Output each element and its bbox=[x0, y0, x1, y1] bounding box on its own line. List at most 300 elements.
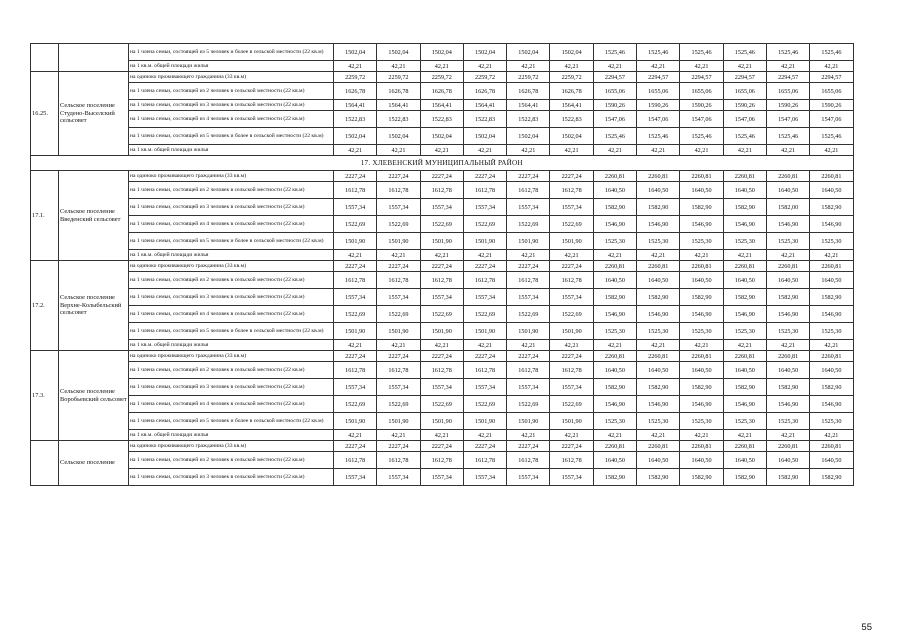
value-cell: 42,21 bbox=[334, 250, 377, 261]
table-row bbox=[31, 362, 854, 379]
value-cell: 1522,69 bbox=[334, 396, 377, 413]
value-cell: 2227,24 bbox=[550, 261, 593, 272]
row-description: на 1 члена семьи, состоящей из 3 человек в сельской местности (22 кв.м) bbox=[129, 199, 334, 216]
row-number-cell: 17.1. bbox=[31, 171, 59, 261]
table-row bbox=[31, 379, 854, 396]
table-row bbox=[31, 452, 854, 469]
row-description: на 1 члена семьи, состоящей из 5 человек и более в сельской местности (22 кв.м) bbox=[129, 413, 334, 430]
value-cell: 42,21 bbox=[593, 61, 636, 72]
table-row bbox=[31, 261, 854, 272]
value-cell: 1547,06 bbox=[680, 111, 723, 128]
value-cell: 1640,50 bbox=[723, 452, 766, 469]
value-cell: 2227,24 bbox=[420, 261, 463, 272]
value-cell: 1582,90 bbox=[680, 199, 723, 216]
value-cell: 1501,90 bbox=[463, 413, 506, 430]
value-cell: 42,21 bbox=[723, 145, 766, 156]
value-cell: 2227,24 bbox=[377, 171, 420, 182]
value-cell: 1612,78 bbox=[550, 362, 593, 379]
value-cell: 1557,34 bbox=[377, 289, 420, 306]
value-cell: 1522,83 bbox=[334, 111, 377, 128]
value-cell: 42,21 bbox=[420, 430, 463, 441]
value-cell: 1557,34 bbox=[334, 199, 377, 216]
row-description: на 1 члена семьи, состоящей из 5 человек и более в сельской местности (22 кв.м) bbox=[129, 44, 334, 61]
row-description: на одиноко проживающего гражданина (33 кв.м) bbox=[129, 441, 334, 452]
value-cell: 1525,30 bbox=[680, 323, 723, 340]
value-cell: 1547,06 bbox=[593, 111, 636, 128]
value-cell: 1582,90 bbox=[680, 469, 723, 486]
value-cell: 1525,30 bbox=[637, 233, 680, 250]
value-cell: 1582,90 bbox=[723, 289, 766, 306]
value-cell: 1582,90 bbox=[637, 469, 680, 486]
value-cell: 1626,78 bbox=[420, 83, 463, 100]
value-cell: 1525,46 bbox=[810, 128, 853, 145]
value-cell: 42,21 bbox=[507, 250, 550, 261]
value-cell: 1522,69 bbox=[507, 306, 550, 323]
value-cell: 1612,78 bbox=[550, 182, 593, 199]
value-cell: 42,21 bbox=[680, 145, 723, 156]
row-description: на 1 члена семьи, состоящей из 3 человек в сельской местности (22 кв.м) bbox=[129, 469, 334, 486]
value-cell: 1501,90 bbox=[463, 233, 506, 250]
value-cell: 1525,46 bbox=[680, 44, 723, 61]
value-cell: 1501,90 bbox=[377, 413, 420, 430]
value-cell: 1522,69 bbox=[377, 306, 420, 323]
row-description: на 1 члена семьи, состоящей из 5 человек и более в сельской местности (22 кв.м) bbox=[129, 323, 334, 340]
value-cell: 1582,90 bbox=[766, 379, 809, 396]
value-cell: 2227,24 bbox=[463, 351, 506, 362]
value-cell: 42,21 bbox=[550, 250, 593, 261]
value-cell: 1640,50 bbox=[637, 452, 680, 469]
value-cell: 2227,24 bbox=[507, 441, 550, 452]
value-cell: 1612,78 bbox=[334, 272, 377, 289]
settlement-name-cell: Сельское поселение Воробьевский сельсовет bbox=[59, 351, 129, 441]
value-cell: 1557,34 bbox=[334, 379, 377, 396]
value-cell: 1557,34 bbox=[463, 199, 506, 216]
value-cell: 1547,06 bbox=[766, 111, 809, 128]
value-cell: 1522,69 bbox=[334, 216, 377, 233]
value-cell: 2294,57 bbox=[637, 72, 680, 83]
row-number-cell bbox=[31, 441, 59, 486]
value-cell: 1640,50 bbox=[723, 272, 766, 289]
value-cell: 2227,24 bbox=[334, 351, 377, 362]
section-title: 17. ХЛЕВЕНСКИЙ МУНИЦИПАЛЬНЫЙ РАЙОН bbox=[31, 156, 854, 171]
table-row bbox=[31, 340, 854, 351]
value-cell: 42,21 bbox=[463, 340, 506, 351]
value-cell: 1525,30 bbox=[766, 413, 809, 430]
value-cell: 1525,30 bbox=[593, 323, 636, 340]
value-cell: 1612,78 bbox=[334, 182, 377, 199]
value-cell: 1522,69 bbox=[507, 396, 550, 413]
value-cell: 2227,24 bbox=[550, 171, 593, 182]
value-cell: 1612,78 bbox=[550, 452, 593, 469]
value-cell: 1640,50 bbox=[637, 362, 680, 379]
value-cell: 1546,90 bbox=[723, 216, 766, 233]
row-description: на 1 члена семьи, состоящей из 3 человек в сельской местности (22 кв.м) bbox=[129, 379, 334, 396]
value-cell: 1525,46 bbox=[593, 128, 636, 145]
value-cell: 42,21 bbox=[334, 145, 377, 156]
value-cell: 2294,57 bbox=[593, 72, 636, 83]
value-cell: 1612,78 bbox=[463, 272, 506, 289]
value-cell: 1582,90 bbox=[593, 199, 636, 216]
value-cell: 1522,83 bbox=[550, 111, 593, 128]
value-cell: 42,21 bbox=[810, 250, 853, 261]
value-cell: 2260,81 bbox=[680, 261, 723, 272]
value-cell: 42,21 bbox=[377, 340, 420, 351]
value-cell: 1612,78 bbox=[420, 272, 463, 289]
value-cell: 1525,46 bbox=[637, 44, 680, 61]
value-cell: 1501,90 bbox=[507, 233, 550, 250]
value-cell: 1590,26 bbox=[680, 100, 723, 111]
value-cell: 2260,81 bbox=[810, 171, 853, 182]
value-cell: 1525,46 bbox=[810, 44, 853, 61]
value-cell: 42,21 bbox=[723, 340, 766, 351]
value-cell: 42,21 bbox=[377, 61, 420, 72]
value-cell: 1522,83 bbox=[463, 111, 506, 128]
value-cell: 1502,04 bbox=[334, 128, 377, 145]
value-cell: 1557,34 bbox=[463, 289, 506, 306]
value-cell: 1557,34 bbox=[377, 469, 420, 486]
value-cell: 2227,24 bbox=[377, 351, 420, 362]
value-cell: 1502,04 bbox=[420, 128, 463, 145]
value-cell: 1640,50 bbox=[593, 362, 636, 379]
value-cell: 2259,72 bbox=[507, 72, 550, 83]
value-cell: 2294,57 bbox=[723, 72, 766, 83]
value-cell: 1582,90 bbox=[637, 289, 680, 306]
value-cell: 2260,81 bbox=[680, 171, 723, 182]
settlement-name-cell bbox=[59, 44, 129, 72]
value-cell: 1564,41 bbox=[420, 100, 463, 111]
value-cell: 2259,72 bbox=[550, 72, 593, 83]
value-cell: 1501,90 bbox=[377, 233, 420, 250]
value-cell: 1525,30 bbox=[810, 233, 853, 250]
value-cell: 1640,50 bbox=[810, 452, 853, 469]
value-cell: 1525,46 bbox=[766, 44, 809, 61]
value-cell: 1546,90 bbox=[593, 306, 636, 323]
table-row bbox=[31, 199, 854, 216]
value-cell: 1582,90 bbox=[810, 379, 853, 396]
value-cell: 42,21 bbox=[637, 340, 680, 351]
value-cell: 2260,81 bbox=[723, 171, 766, 182]
value-cell: 1522,69 bbox=[507, 216, 550, 233]
value-cell: 1525,30 bbox=[766, 323, 809, 340]
value-cell: 1525,30 bbox=[723, 323, 766, 340]
value-cell: 1612,78 bbox=[420, 452, 463, 469]
value-cell: 1522,69 bbox=[463, 396, 506, 413]
row-description: на 1 члена семьи, состоящей из 4 человек в сельской местности (22 кв.м) bbox=[129, 306, 334, 323]
value-cell: 1640,50 bbox=[810, 272, 853, 289]
value-cell: 1582,90 bbox=[810, 199, 853, 216]
table-row bbox=[31, 182, 854, 199]
value-cell: 1626,78 bbox=[507, 83, 550, 100]
row-description: на 1 члена семьи, состоящей из 4 человек в сельской местности (22 кв.м) bbox=[129, 111, 334, 128]
value-cell: 1655,06 bbox=[593, 83, 636, 100]
value-cell: 1655,06 bbox=[680, 83, 723, 100]
value-cell: 1522,69 bbox=[463, 306, 506, 323]
value-cell: 1547,06 bbox=[637, 111, 680, 128]
value-cell: 2259,72 bbox=[463, 72, 506, 83]
value-cell: 1546,90 bbox=[637, 306, 680, 323]
value-cell: 1612,78 bbox=[334, 362, 377, 379]
table-row bbox=[31, 216, 854, 233]
value-cell: 42,21 bbox=[463, 430, 506, 441]
value-cell: 1522,69 bbox=[420, 216, 463, 233]
value-cell: 1557,34 bbox=[550, 199, 593, 216]
settlement-name-cell: Сельское поселение bbox=[59, 441, 129, 486]
value-cell: 1525,46 bbox=[766, 128, 809, 145]
value-cell: 1546,90 bbox=[723, 396, 766, 413]
value-cell: 1640,50 bbox=[593, 452, 636, 469]
value-cell: 1557,34 bbox=[550, 469, 593, 486]
value-cell: 42,21 bbox=[463, 61, 506, 72]
row-description: на 1 члена семьи, состоящей из 4 человек в сельской местности (22 кв.м) bbox=[129, 396, 334, 413]
value-cell: 2294,57 bbox=[766, 72, 809, 83]
row-description: на 1 члена семьи, состоящей из 3 человек в сельской местности (22 кв.м) bbox=[129, 289, 334, 306]
value-cell: 42,21 bbox=[680, 250, 723, 261]
value-cell: 1582,90 bbox=[766, 289, 809, 306]
settlement-name-cell: Сельское поселение Студено-Выселский сельсовет bbox=[59, 72, 129, 156]
value-cell: 42,21 bbox=[550, 145, 593, 156]
value-cell: 42,21 bbox=[680, 340, 723, 351]
value-cell: 1655,06 bbox=[723, 83, 766, 100]
value-cell: 2260,81 bbox=[810, 261, 853, 272]
value-cell: 1502,04 bbox=[507, 44, 550, 61]
value-cell: 1546,90 bbox=[680, 216, 723, 233]
value-cell: 1525,46 bbox=[723, 44, 766, 61]
value-cell: 2260,81 bbox=[593, 171, 636, 182]
table-row bbox=[31, 396, 854, 413]
value-cell: 42,21 bbox=[420, 340, 463, 351]
value-cell: 2260,81 bbox=[723, 441, 766, 452]
value-cell: 1557,34 bbox=[420, 199, 463, 216]
row-description: на 1 члена семьи, состоящей из 2 человек в сельской местности (22 кв.м) bbox=[129, 272, 334, 289]
value-cell: 1546,90 bbox=[637, 216, 680, 233]
value-cell: 1655,06 bbox=[810, 83, 853, 100]
value-cell: 1612,78 bbox=[377, 182, 420, 199]
value-cell: 1522,83 bbox=[377, 111, 420, 128]
value-cell: 1640,50 bbox=[810, 182, 853, 199]
value-cell: 1590,26 bbox=[766, 100, 809, 111]
value-cell: 1640,50 bbox=[766, 182, 809, 199]
value-cell: 1501,90 bbox=[420, 233, 463, 250]
value-cell: 1557,34 bbox=[334, 469, 377, 486]
value-cell: 1525,30 bbox=[766, 233, 809, 250]
value-cell: 1501,90 bbox=[420, 323, 463, 340]
table-row bbox=[31, 128, 854, 145]
table-row bbox=[31, 430, 854, 441]
value-cell: 1640,50 bbox=[810, 362, 853, 379]
value-cell: 1612,78 bbox=[377, 272, 420, 289]
value-cell: 42,21 bbox=[507, 340, 550, 351]
table-row bbox=[31, 72, 854, 83]
value-cell: 1546,90 bbox=[723, 306, 766, 323]
value-cell: 1525,30 bbox=[637, 323, 680, 340]
value-cell: 1612,78 bbox=[507, 362, 550, 379]
value-cell: 1547,06 bbox=[810, 111, 853, 128]
value-cell: 1501,90 bbox=[334, 233, 377, 250]
value-cell: 42,21 bbox=[810, 340, 853, 351]
value-cell: 42,21 bbox=[680, 61, 723, 72]
row-description: на 1 члена семьи, состоящей из 2 человек в сельской местности (22 кв.м) bbox=[129, 362, 334, 379]
value-cell: 1501,90 bbox=[420, 413, 463, 430]
row-description: на 1 члена семьи, состоящей из 2 человек в сельской местности (22 кв.м) bbox=[129, 83, 334, 100]
value-cell: 42,21 bbox=[593, 340, 636, 351]
value-cell: 42,21 bbox=[810, 145, 853, 156]
row-description: на 1 кв.м. общей площади жилья bbox=[129, 61, 334, 72]
value-cell: 42,21 bbox=[377, 430, 420, 441]
value-cell: 1557,34 bbox=[550, 379, 593, 396]
value-cell: 1640,50 bbox=[680, 362, 723, 379]
value-cell: 1522,69 bbox=[550, 216, 593, 233]
row-description: на 1 члена семьи, состоящей из 5 человек и более в сельской местности (22 кв.м) bbox=[129, 233, 334, 250]
value-cell: 1525,30 bbox=[593, 413, 636, 430]
value-cell: 2260,81 bbox=[593, 261, 636, 272]
value-cell: 2227,24 bbox=[377, 261, 420, 272]
table-row bbox=[31, 83, 854, 100]
value-cell: 1502,04 bbox=[550, 44, 593, 61]
value-cell: 42,21 bbox=[723, 250, 766, 261]
table-row bbox=[31, 250, 854, 261]
value-cell: 1525,30 bbox=[810, 413, 853, 430]
value-cell: 1590,26 bbox=[593, 100, 636, 111]
value-cell: 1501,90 bbox=[334, 413, 377, 430]
value-cell: 42,21 bbox=[637, 61, 680, 72]
value-cell: 1612,78 bbox=[377, 452, 420, 469]
value-cell: 1582,90 bbox=[810, 289, 853, 306]
value-cell: 2227,24 bbox=[420, 171, 463, 182]
value-cell: 1582,90 bbox=[680, 289, 723, 306]
value-cell: 2259,72 bbox=[377, 72, 420, 83]
value-cell: 42,21 bbox=[463, 145, 506, 156]
row-description: на 1 члена семьи, состоящей из 2 человек в сельской местности (22 кв.м) bbox=[129, 452, 334, 469]
housing-cost-table bbox=[30, 43, 854, 486]
value-cell: 1546,90 bbox=[766, 306, 809, 323]
value-cell: 1655,06 bbox=[637, 83, 680, 100]
value-cell: 1640,50 bbox=[766, 272, 809, 289]
value-cell: 1522,69 bbox=[420, 306, 463, 323]
value-cell: 1522,69 bbox=[550, 396, 593, 413]
row-description: на 1 члена семьи, состоящей из 4 человек в сельской местности (22 кв.м) bbox=[129, 216, 334, 233]
value-cell: 42,21 bbox=[507, 430, 550, 441]
value-cell: 1546,90 bbox=[680, 396, 723, 413]
value-cell: 2260,81 bbox=[810, 351, 853, 362]
row-number-cell: 17.3. bbox=[31, 351, 59, 441]
value-cell: 1502,04 bbox=[377, 128, 420, 145]
value-cell: 1546,90 bbox=[593, 216, 636, 233]
value-cell: 42,21 bbox=[507, 61, 550, 72]
value-cell: 1640,50 bbox=[723, 182, 766, 199]
value-cell: 2294,57 bbox=[810, 72, 853, 83]
value-cell: 1501,90 bbox=[334, 323, 377, 340]
value-cell: 2260,81 bbox=[766, 351, 809, 362]
value-cell: 1525,30 bbox=[723, 233, 766, 250]
value-cell: 2260,81 bbox=[637, 441, 680, 452]
value-cell: 42,21 bbox=[637, 430, 680, 441]
value-cell: 1522,69 bbox=[463, 216, 506, 233]
value-cell: 2227,24 bbox=[463, 171, 506, 182]
settlement-name-cell: Сельское поселение Введенский сельсовет bbox=[59, 171, 129, 261]
value-cell: 1522,69 bbox=[377, 396, 420, 413]
value-cell: 2227,24 bbox=[507, 261, 550, 272]
value-cell: 1590,26 bbox=[810, 100, 853, 111]
value-cell: 1582,90 bbox=[723, 379, 766, 396]
value-cell: 1522,83 bbox=[420, 111, 463, 128]
table-row bbox=[31, 171, 854, 182]
value-cell: 1582,90 bbox=[810, 469, 853, 486]
table-row bbox=[31, 233, 854, 250]
value-cell: 1547,06 bbox=[723, 111, 766, 128]
value-cell: 1557,34 bbox=[463, 379, 506, 396]
value-cell: 1590,26 bbox=[723, 100, 766, 111]
value-cell: 1564,41 bbox=[334, 100, 377, 111]
value-cell: 1557,34 bbox=[377, 379, 420, 396]
value-cell: 1640,50 bbox=[723, 362, 766, 379]
row-description: на одиноко проживающего гражданина (33 кв.м) bbox=[129, 351, 334, 362]
value-cell: 1640,50 bbox=[766, 452, 809, 469]
table-row bbox=[31, 272, 854, 289]
value-cell: 1546,90 bbox=[680, 306, 723, 323]
value-cell: 1557,34 bbox=[377, 199, 420, 216]
row-description: на 1 члена семьи, состоящей из 5 человек и более в сельской местности (22 кв.м) bbox=[129, 128, 334, 145]
value-cell: 1582,90 bbox=[593, 289, 636, 306]
value-cell: 1564,41 bbox=[550, 100, 593, 111]
value-cell: 1640,50 bbox=[637, 272, 680, 289]
value-cell: 1501,90 bbox=[550, 413, 593, 430]
value-cell: 1612,78 bbox=[507, 182, 550, 199]
value-cell: 42,21 bbox=[420, 61, 463, 72]
value-cell: 1525,30 bbox=[637, 413, 680, 430]
row-number-cell: 16.25. bbox=[31, 72, 59, 156]
value-cell: 1590,26 bbox=[637, 100, 680, 111]
value-cell: 1501,90 bbox=[550, 323, 593, 340]
value-cell: 1655,06 bbox=[766, 83, 809, 100]
value-cell: 1502,04 bbox=[463, 44, 506, 61]
value-cell: 1525,46 bbox=[723, 128, 766, 145]
value-cell: 42,21 bbox=[507, 145, 550, 156]
value-cell: 1582,90 bbox=[680, 379, 723, 396]
value-cell: 1612,78 bbox=[463, 362, 506, 379]
table-row bbox=[31, 351, 854, 362]
value-cell: 1612,78 bbox=[507, 272, 550, 289]
value-cell: 1557,34 bbox=[420, 469, 463, 486]
table-row bbox=[31, 441, 854, 452]
value-cell: 2227,24 bbox=[550, 441, 593, 452]
value-cell: 2227,24 bbox=[463, 441, 506, 452]
value-cell: 1557,34 bbox=[463, 469, 506, 486]
value-cell: 1612,78 bbox=[420, 362, 463, 379]
value-cell: 2260,81 bbox=[637, 261, 680, 272]
value-cell: 1640,50 bbox=[637, 182, 680, 199]
value-cell: 1612,78 bbox=[377, 362, 420, 379]
value-cell: 42,21 bbox=[463, 250, 506, 261]
value-cell: 2260,81 bbox=[810, 441, 853, 452]
value-cell: 42,21 bbox=[334, 61, 377, 72]
value-cell: 42,21 bbox=[550, 61, 593, 72]
value-cell: 1612,78 bbox=[507, 452, 550, 469]
value-cell: 2260,81 bbox=[766, 261, 809, 272]
value-cell: 1525,30 bbox=[810, 323, 853, 340]
value-cell: 1626,78 bbox=[550, 83, 593, 100]
row-description: на 1 кв.м. общей площади жилья bbox=[129, 340, 334, 351]
value-cell: 1612,78 bbox=[463, 452, 506, 469]
value-cell: 1525,30 bbox=[680, 233, 723, 250]
value-cell: 1525,46 bbox=[637, 128, 680, 145]
row-description: на 1 кв.м. общей площади жилья bbox=[129, 430, 334, 441]
value-cell: 1525,46 bbox=[593, 44, 636, 61]
value-cell: 1582,90 bbox=[637, 199, 680, 216]
value-cell: 2227,24 bbox=[550, 351, 593, 362]
value-cell: 1612,78 bbox=[334, 452, 377, 469]
value-cell: 1612,78 bbox=[420, 182, 463, 199]
value-cell: 1612,78 bbox=[550, 272, 593, 289]
